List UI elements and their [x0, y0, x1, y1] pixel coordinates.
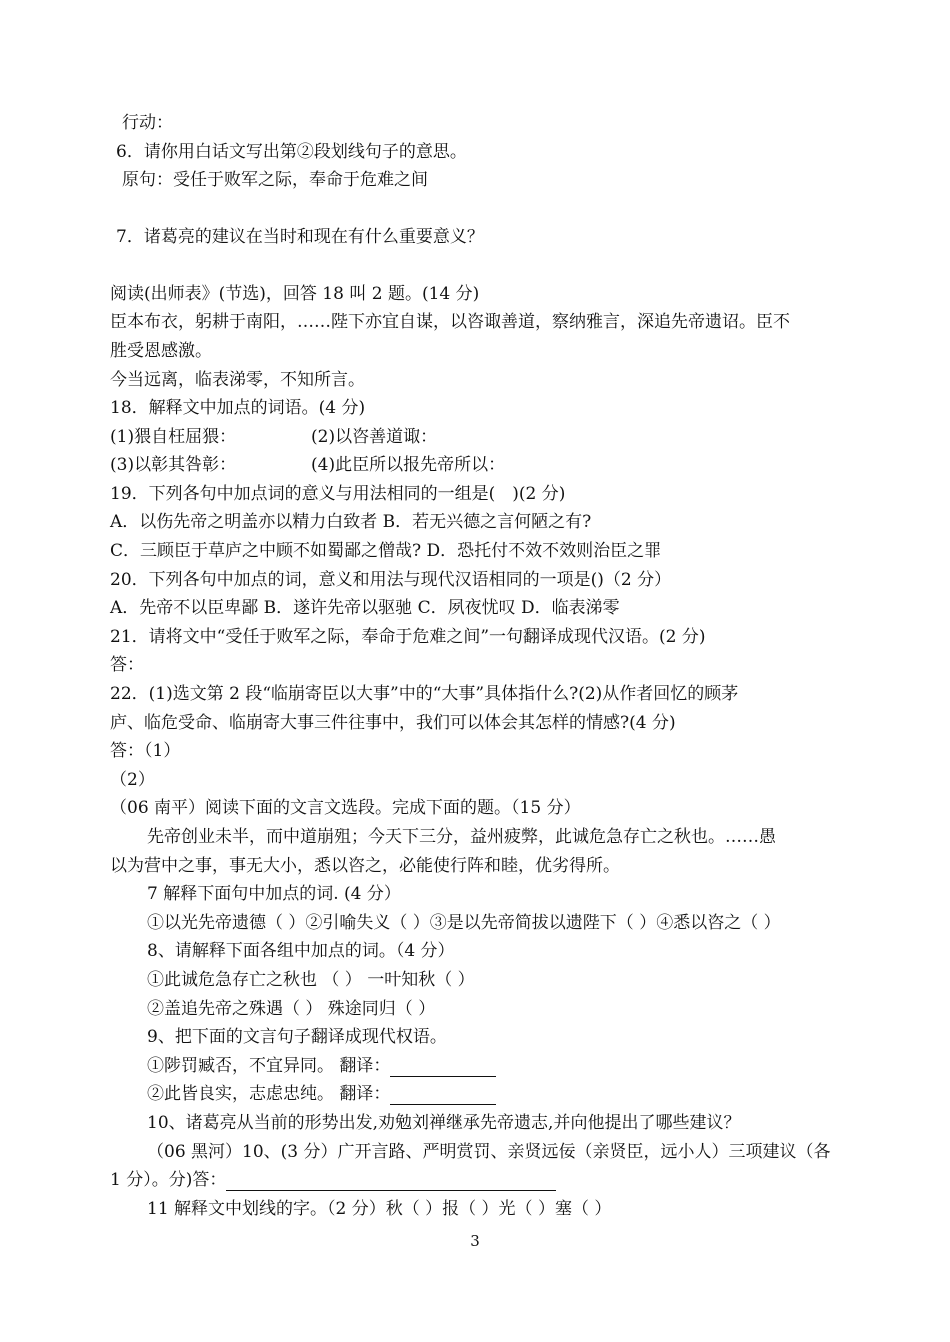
question-7b-items: ①以光先帝遗德（ ）②引喻失义（ ）③是以先帝简拔以遗陛下（ ）④悉以咨之（ ） [147, 913, 781, 933]
passage-line: 臣本布衣，躬耕于南阳，……陛下亦宜自谋，以咨诹善道，察纳雅言，深追先帝遗诏。臣不 [110, 312, 790, 332]
option-line: A．以伤先帝之明盖亦以精力白致者 B．若无兴德之言何陋之有? [110, 512, 592, 532]
text-line: 原句：受任于败军之际，奉命于危难之间 [122, 170, 428, 190]
question-20: 20．下列各句中加点的词，意义和用法与现代汉语相同的一项是()（2 分） [110, 570, 672, 590]
question-9: 9、把下面的文言句子翻译成现代权语。 [147, 1027, 447, 1047]
question-10: 10、诸葛亮从当前的形势出发,劝勉刘禅继承先帝遗志,并向他提出了哪些建议？ [147, 1113, 741, 1133]
answer-item: (3)以彰其咎彰： [110, 455, 237, 475]
answer-line: 1 分）。分)答： [110, 1169, 556, 1191]
text-line: 行动： [122, 113, 173, 133]
question-21: 21．请将文中“受任于败军之际，奉命于危难之间”一句翻译成现代汉语。(2 分) [110, 627, 706, 647]
answer-line: （06 黑河）10、(3 分）广开言路、严明赏罚、亲贤远佞（亲贤臣，远小人）三项建议（各 [147, 1142, 831, 1162]
option-line: C．三顾臣于草庐之中顾不如蜀鄙之僧哉? D．恐托付不效不效则治臣之罪 [110, 541, 662, 561]
question-18: 18．解释文中加点的词语。(4 分) [110, 398, 366, 418]
answer-label: 答： [110, 655, 144, 675]
section-heading: 阅读(出师表》(节选)，回答 18 叫 2 题。(14 分) [110, 284, 480, 304]
question-22-cont: 庐、临危受命、临崩寄大事三件往事中，我们可以体会其怎样的情感?(4 分) [110, 713, 676, 733]
section-heading: （06 南平）阅读下面的文言文选段。完成下面的题。（15 分） [110, 798, 581, 818]
question-7: 7．诸葛亮的建议在当时和现在有什么重要意义？ [116, 227, 484, 247]
question-19: 19．下列各句中加点词的意义与用法相同的一组是( )(2 分) [110, 484, 566, 504]
question-8-item: ②盖追先帝之殊遇（ ） 殊途同归（ ） [147, 999, 436, 1019]
page-number: 3 [470, 1232, 480, 1250]
passage-line: 先帝创业未半，而中道崩殂；今天下三分，益州疲弊，此诚危急存亡之秋也。……愚 [147, 827, 776, 847]
answer-item: (2)以咨善道诹： [311, 427, 438, 447]
answer-item: (4)此臣所以报先帝所以： [311, 455, 506, 475]
answer-item: (1)猥自枉屈猥： [110, 427, 237, 447]
answer-label: 答：（1） [110, 741, 181, 761]
question-22: 22．(1)选文第 2 段“临崩寄臣以大事”中的“大事”具体指什么?(2)从作者回忆的顾茅 [110, 684, 739, 704]
answer-blank [390, 1086, 496, 1105]
passage-line: 今当远离，临表涕零，不知所言。 [110, 370, 365, 390]
question-8: 8、请解释下面各组中加点的词。（4 分） [147, 941, 455, 961]
answer-blank [226, 1172, 556, 1191]
answer-label: （2） [110, 770, 155, 790]
question-7b: 7 解释下面句中加点的词. (4 分） [147, 884, 401, 904]
question-9-item: ②此皆良实，志虑忠纯。 翻译： [147, 1083, 496, 1105]
passage-line: 以为营中之事，事无大小，悉以咨之，必能使行阵和睦，优劣得所。 [110, 856, 620, 876]
answer-blank [390, 1058, 496, 1077]
question-8-item: ①此诚危急存亡之秋也 （ ） 一叶知秋（ ） [147, 970, 475, 990]
question-6: 6．请你用白话文写出第②段划线句子的意思。 [116, 142, 467, 162]
question-9-item: ①陟罚臧否，不宜异同。 翻译： [147, 1055, 496, 1077]
option-line: A．先帝不以臣卑鄙 B．遂许先帝以驱驰 C．夙夜忧叹 D．临表涕零 [110, 598, 620, 618]
question-11: 11 解释文中划线的字。（2 分）秋（ ）报（ ）光（ ）塞（ ） [147, 1199, 612, 1219]
passage-line: 胜受恩感激。 [110, 341, 212, 361]
